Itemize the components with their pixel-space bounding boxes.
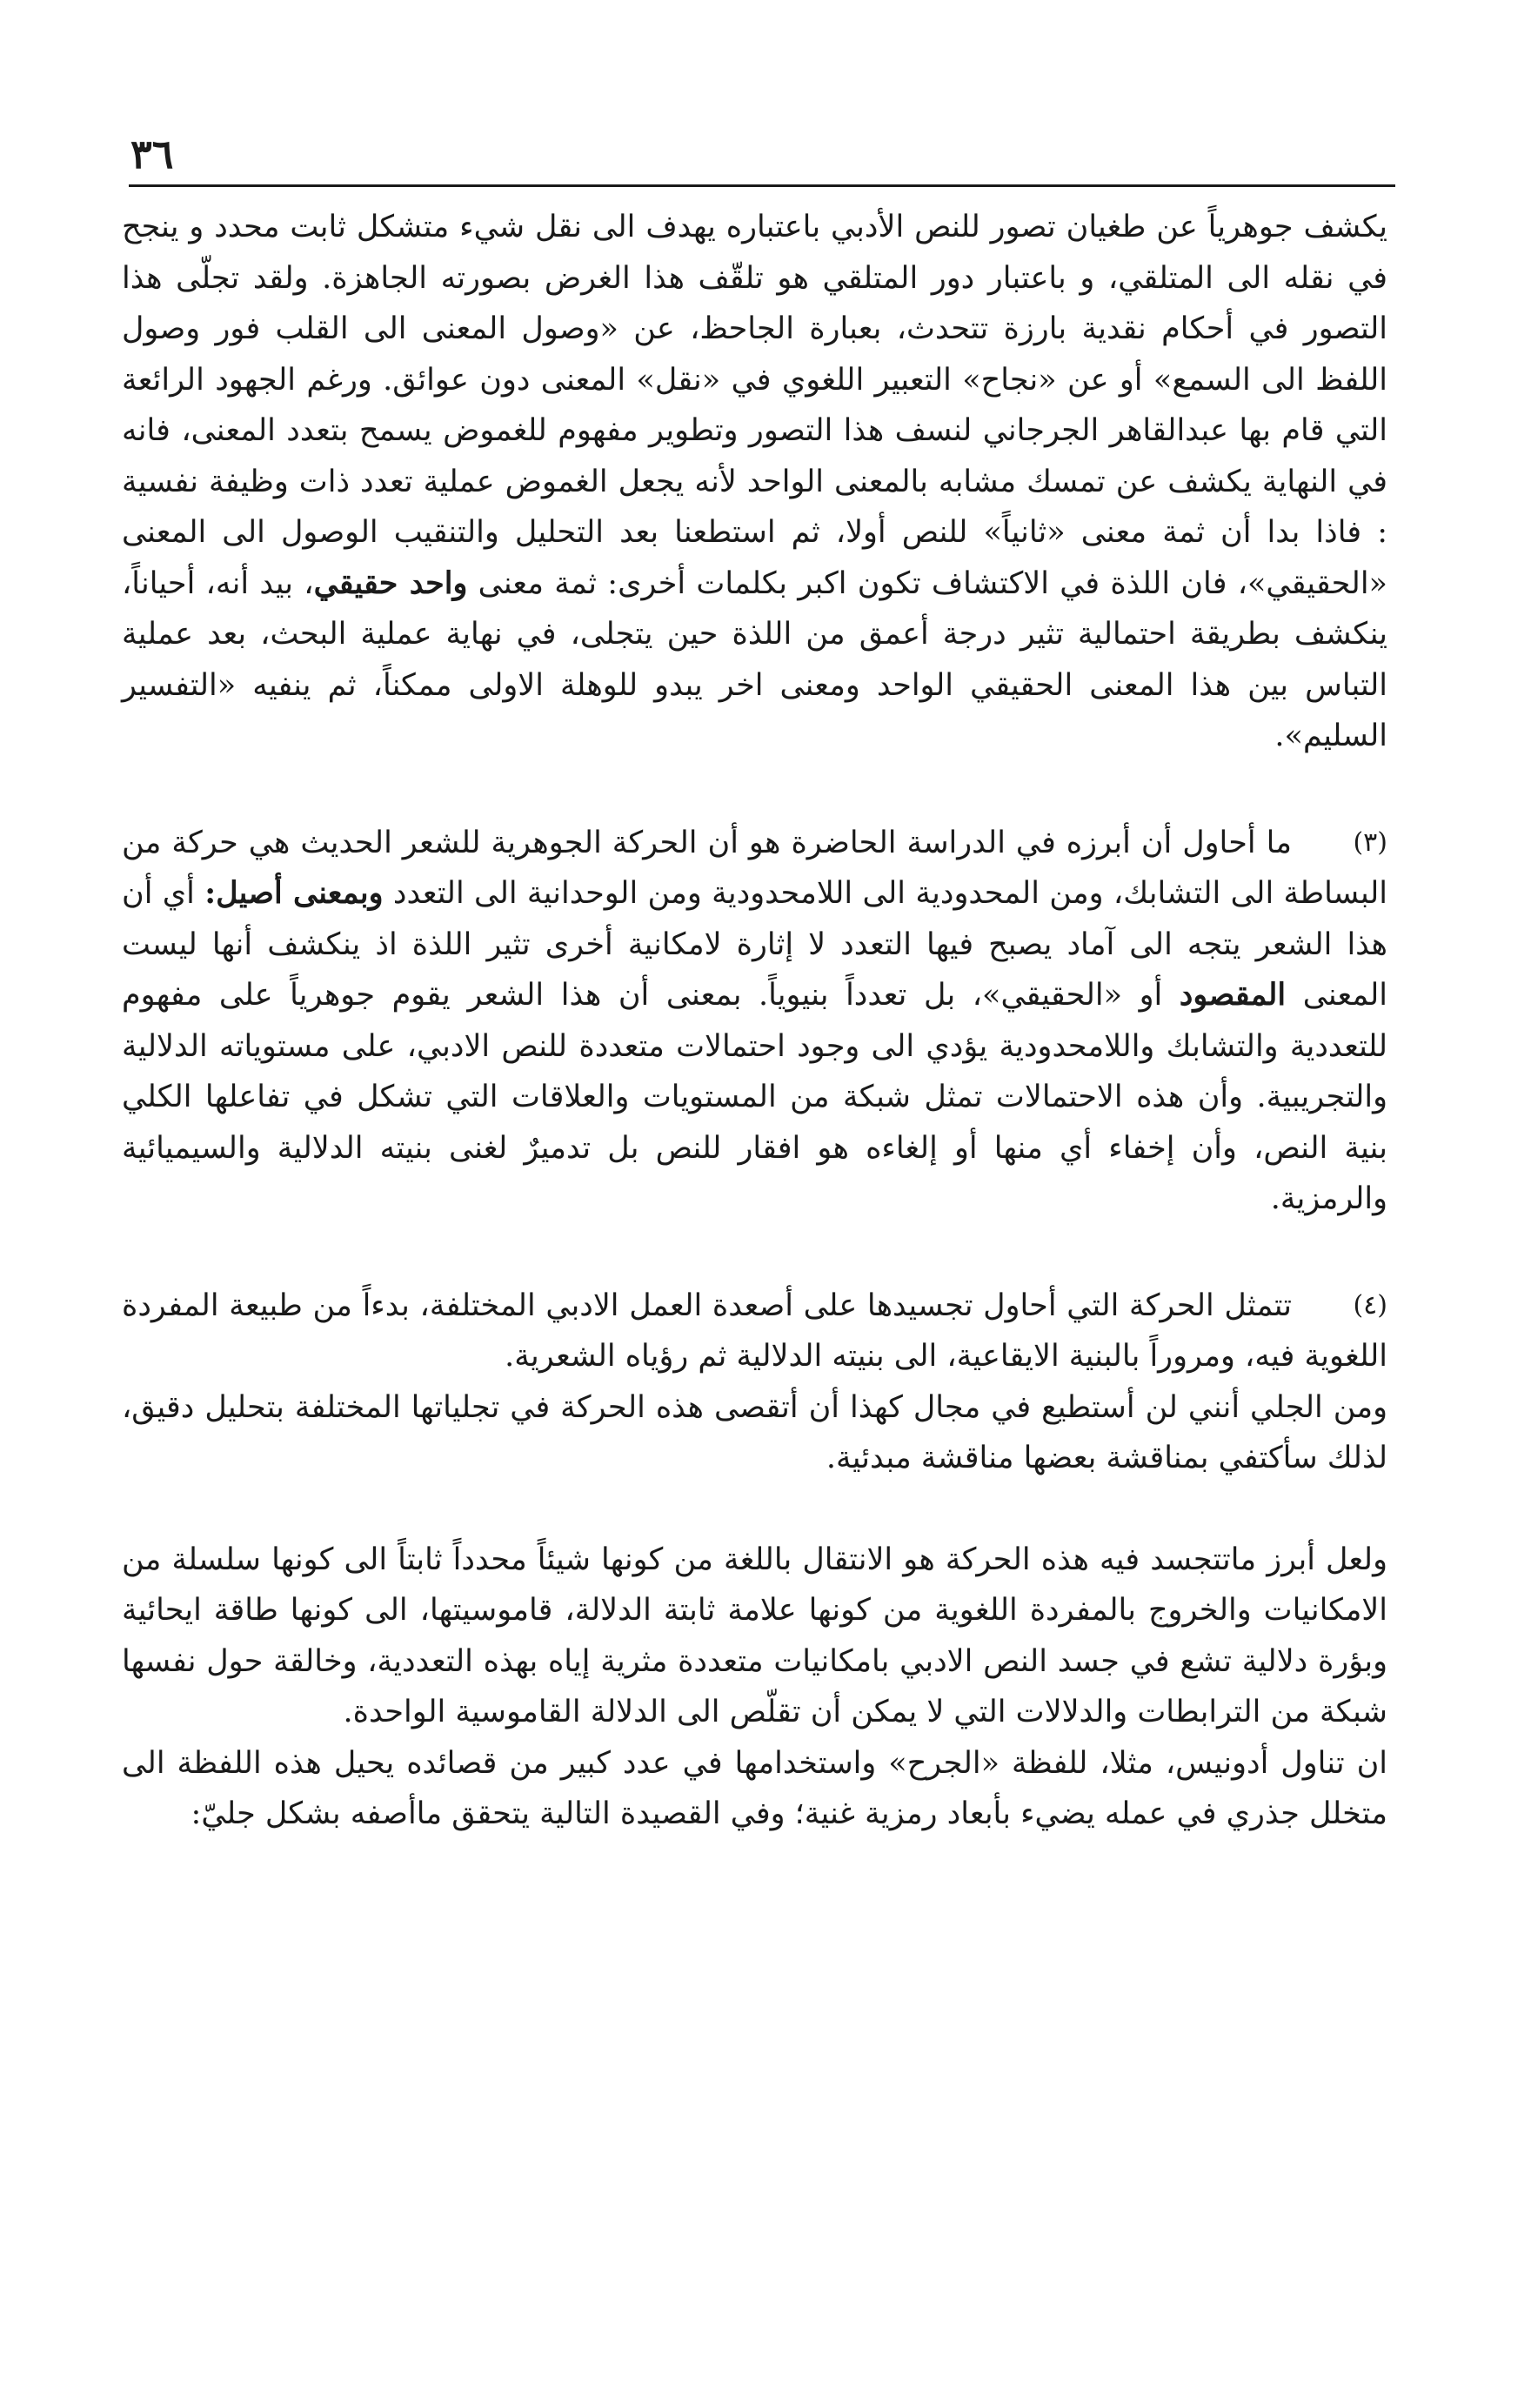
paragraph-7: ان تناول أدونيس، مثلا، للفظة «الجرح» واستخدامها في عدد كبير من قصائده يحيل هذه اللفظة الى متخلل جذري في عمله يضيء بأبعاد رمزية غنية؛ وفي القصيدة التالية يتحقق ماأصفه بشكل جليّ: (122, 1745, 1387, 1831)
page-body (122, 202, 1387, 1840)
paragraph-3-text-c: أو «الحقيقي»، بل تعدداً بنيوياً. بمعنى أن هذا الشعر يقوم جوهرياً على مفهوم للتعددية والتشابك واللامحدودية يؤدي الى وجود احتمالات متعددة للنص الادبي، على مستوياته الدلالية والتجريبية. وأن هذه الاحتمالات تمثل شبكة من المستويات والعلاقات التي تشكل في تفاعلها الكلي بنية النص، وأن إخفاء أي منها أو إلغاءه هو افقار للنص بل تدميرٌ لغنى بنيته الدلالية والسيميائية والرمزية. (122, 978, 1387, 1216)
paragraph-1 (122, 202, 1387, 762)
paragraph-4-number: (٤) (1353, 1289, 1387, 1321)
paragraph-3-text-b: أي أن هذا الشعر يتجه الى آماد يصبح فيها التعدد لا إثارة لامكانية أخرى تثير اللذة اذ ينكشف أنها ليست المعنى (122, 876, 1387, 1013)
paragraph-5: ومن الجلي أنني لن أستطيع في مجال كهذا أن أتقصى هذه الحركة في تجلياتها المختلفة بتحليل دقيق، لذلك سأكتفي بمناقشة بعضها مناقشة مبدئية. (122, 1389, 1387, 1475)
header-rule (129, 184, 1395, 187)
paragraph-1-text-after: ، بيد أنه، أحياناً، ينكشف بطريقة احتمالية تثير درجة أعمق من اللذة حين يتجلى، في نهاية عملية البحث، بعد عملية التباس بين هذا المعنى الحقيقي الواحد ومعنى اخر يبدو للوهلة الاولى ممكناً، ثم ينفيه «التفسير السليم». (122, 565, 1387, 753)
paragraph-4-text: تتمثل الحركة التي أحاول تجسيدها على أصعدة العمل الادبي المختلفة، بدءاً من طبيعة المفردة اللغوية فيه، ومروراً بالبنية الايقاعية، الى بنيته الدلالية ثم رؤياه الشعرية. (122, 1288, 1387, 1374)
page-number: ٣٦ (130, 130, 174, 177)
paragraph-1-text: يكشف جوهرياً عن طغيان تصور للنص الأدبي باعتباره يهدف الى نقل شيء متشكل ثابت محدد و ينجح في نقله الى المتلقي، و باعتبار دور المتلقي هو تلقّف هذا الغرض بصورته الجاهزة. ولقد تجلّى هذا التصور في أحكام نقدية بارزة تتحدث، بعبارة الجاحظ، عن «وصول المعنى الى القلب فور وصول اللفظ الى السمع» أو عن «نجاح» التعبير اللغوي في «نقل» المعنى دون عوائق. ورغم الجهود الرائعة التي قام بها عبدالقاهر الجرجاني لنسف هذا التصور وتطوير مفهوم للغموض يسمح بتعدد المعنى، فانه في النهاية يكشف عن تمسك مشابه بالمعنى الواحد لأنه يجعل الغموض عملية تعدد ذات وظيفة نفسية : فاذا بدا أن ثمة معنى «ثانياً» للنص أولا، ثم استطعنا بعد التحليل والتنقيب الوصول الى المعنى «الحقيقي»، فان اللذة في الاكتشاف تكون اكبر بكلمات أخرى: ثمة معنى (122, 210, 1387, 601)
paragraph-4 (122, 1281, 1387, 1382)
paragraph-6: ولعل أبرز ماتتجسد فيه هذه الحركة هو الانتقال باللغة من كونها شيئاً محدداً ثابتاً الى كونها سلسلة من الامكانيات والخروج بالمفردة اللغوية من كونها علامة ثابتة الدلالة، قاموسيتها، الى كونها طاقة ايحائية وبؤرة دلالية تشع في جسد النص الادبي بامكانيات متعددة مثرية إياه بهذه التعددية، وخالقة حول نفسها شبكة من الترابطات والدلالات التي لا يمكن أن تقلّص الى الدلالة القاموسية الواحدة. (122, 1542, 1387, 1729)
paragraph-3 (122, 818, 1387, 1225)
paragraph-3-emphasis-b: المقصود (1179, 977, 1287, 1013)
paragraph-3-emphasis-a: وبمعنى أصيل: (204, 875, 384, 911)
paragraph-1-emphasis: واحد حقيقي (313, 565, 468, 601)
paragraph-3-number: (٣) (1353, 826, 1387, 858)
paragraph-3-text-a: ما أحاول أن أبرزه في الدراسة الحاضرة هو أن الحركة الجوهرية للشعر الحديث هي حركة من البساطة الى التشابك، ومن المحدودية الى اللامحدودية ومن الوحدانية الى التعدد (122, 825, 1387, 911)
